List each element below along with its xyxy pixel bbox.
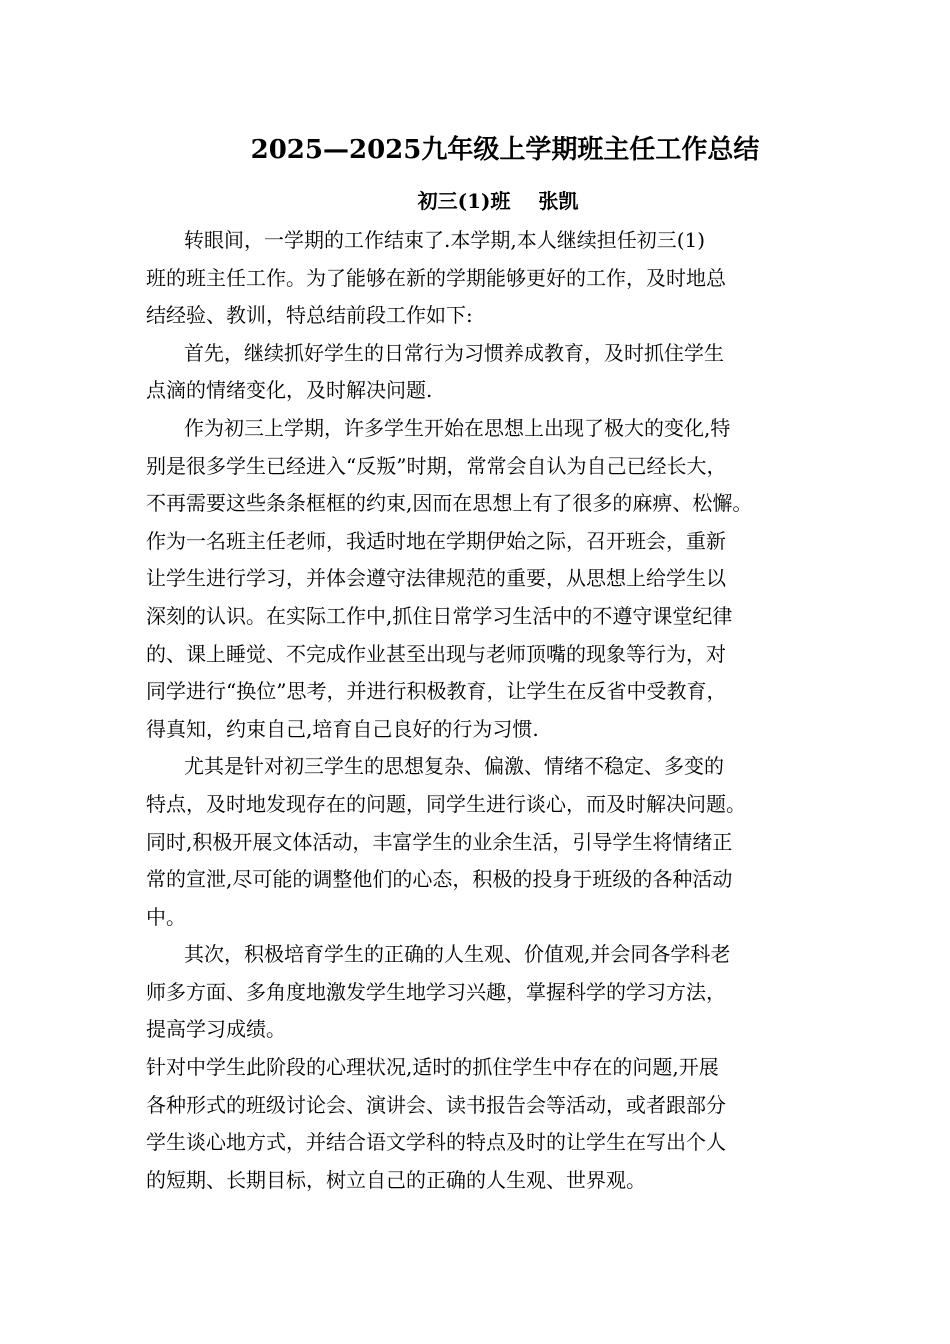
paragraph-line: 的短期、长期目标，树立自己的正确的人生观、世界观。 bbox=[146, 1167, 646, 1192]
paragraph bbox=[146, 1049, 826, 1199]
paragraph-line: 同学进行“换位”思考，并进行积极教育，让学生在反省中受教育， bbox=[146, 679, 727, 704]
paragraph bbox=[146, 936, 826, 1049]
paragraph-line: 各种形式的班级讨论会、演讲会、读书报告会等活动，或者跟部分 bbox=[146, 1092, 726, 1117]
paragraph bbox=[146, 222, 826, 335]
paragraph-line: 深刻的认识。在实际工作中,抓住日常学习生活中的不遵守课堂纪律 bbox=[146, 603, 733, 628]
paragraph bbox=[146, 410, 826, 748]
paragraph-line: 同时,积极开展文体活动，丰富学生的业余生活，引导学生将情绪正 bbox=[146, 829, 733, 854]
paragraph-line: 尤其是针对初三学生的思想复杂、偏激、情绪不稳定、多变的 bbox=[184, 754, 724, 779]
paragraph bbox=[146, 748, 826, 936]
paragraph-line: 让学生进行学习，并体会遵守法律规范的重要，从思想上给学生以 bbox=[146, 566, 726, 591]
paragraph-line: 的、课上睡觉、不完成作业甚至出现与老师顶嘴的现象等行为，对 bbox=[146, 641, 726, 666]
paragraph-line: 针对中学生此阶段的心理状况,适时的抓住学生中存在的问题,开展 bbox=[146, 1055, 719, 1080]
paragraph-line: 不再需要这些条条框框的约束,因而在思想上有了很多的麻痹、松懈。 bbox=[146, 491, 753, 516]
paragraph-line: 特点，及时地发现存在的问题，同学生进行谈心，而及时解决问题。 bbox=[146, 791, 746, 816]
document-byline: 初三(1)班 张凯 bbox=[417, 189, 579, 213]
document-body bbox=[146, 222, 826, 1199]
paragraph-line: 常的宣泄,尽可能的调整他们的心态，积极的投身于班级的各种活动 bbox=[146, 867, 733, 892]
paragraph-line: 师多方面、多角度地激发学生地学习兴趣，掌握科学的学习方法， bbox=[146, 979, 726, 1004]
paragraph-line: 别是很多学生已经进入“反叛”时期，常常会自认为自己已经长大， bbox=[146, 453, 727, 478]
paragraph-line: 作为一名班主任老师，我适时地在学期伊始之际，召开班会，重新 bbox=[146, 528, 726, 553]
paragraph-line: 中。 bbox=[146, 904, 186, 929]
paragraph-line: 转眼间，一学期的工作结束了.本学期,本人继续担任初三(1) bbox=[184, 228, 706, 252]
paragraph-line: 班的班主任工作。为了能够在新的学期能够更好的工作，及时地总 bbox=[146, 265, 726, 290]
paragraph-line: 提高学习成绩。 bbox=[146, 1017, 286, 1042]
document-title: 2025—2025九年级上学期班主任工作总结 bbox=[250, 135, 760, 165]
paragraph-line: 作为初三上学期，许多学生开始在思想上出现了极大的变化,特 bbox=[184, 415, 731, 440]
paragraph-line: 学生谈心地方式，并结合语文学科的特点及时的让学生在写出个人 bbox=[146, 1130, 726, 1155]
paragraph bbox=[146, 335, 826, 410]
paragraph-line: 点滴的情绪变化，及时解决问题. bbox=[146, 378, 433, 403]
paragraph-line: 结经验、教训，特总结前段工作如下: bbox=[146, 303, 473, 328]
paragraph-line: 首先，继续抓好学生的日常行为习惯养成教育，及时抓住学生 bbox=[184, 340, 724, 365]
paragraph-line: 得真知，约束自己,培育自己良好的行为习惯. bbox=[146, 716, 539, 741]
paragraph-line: 其次，积极培育学生的正确的人生观、价值观,并会同各学科老 bbox=[184, 942, 731, 967]
